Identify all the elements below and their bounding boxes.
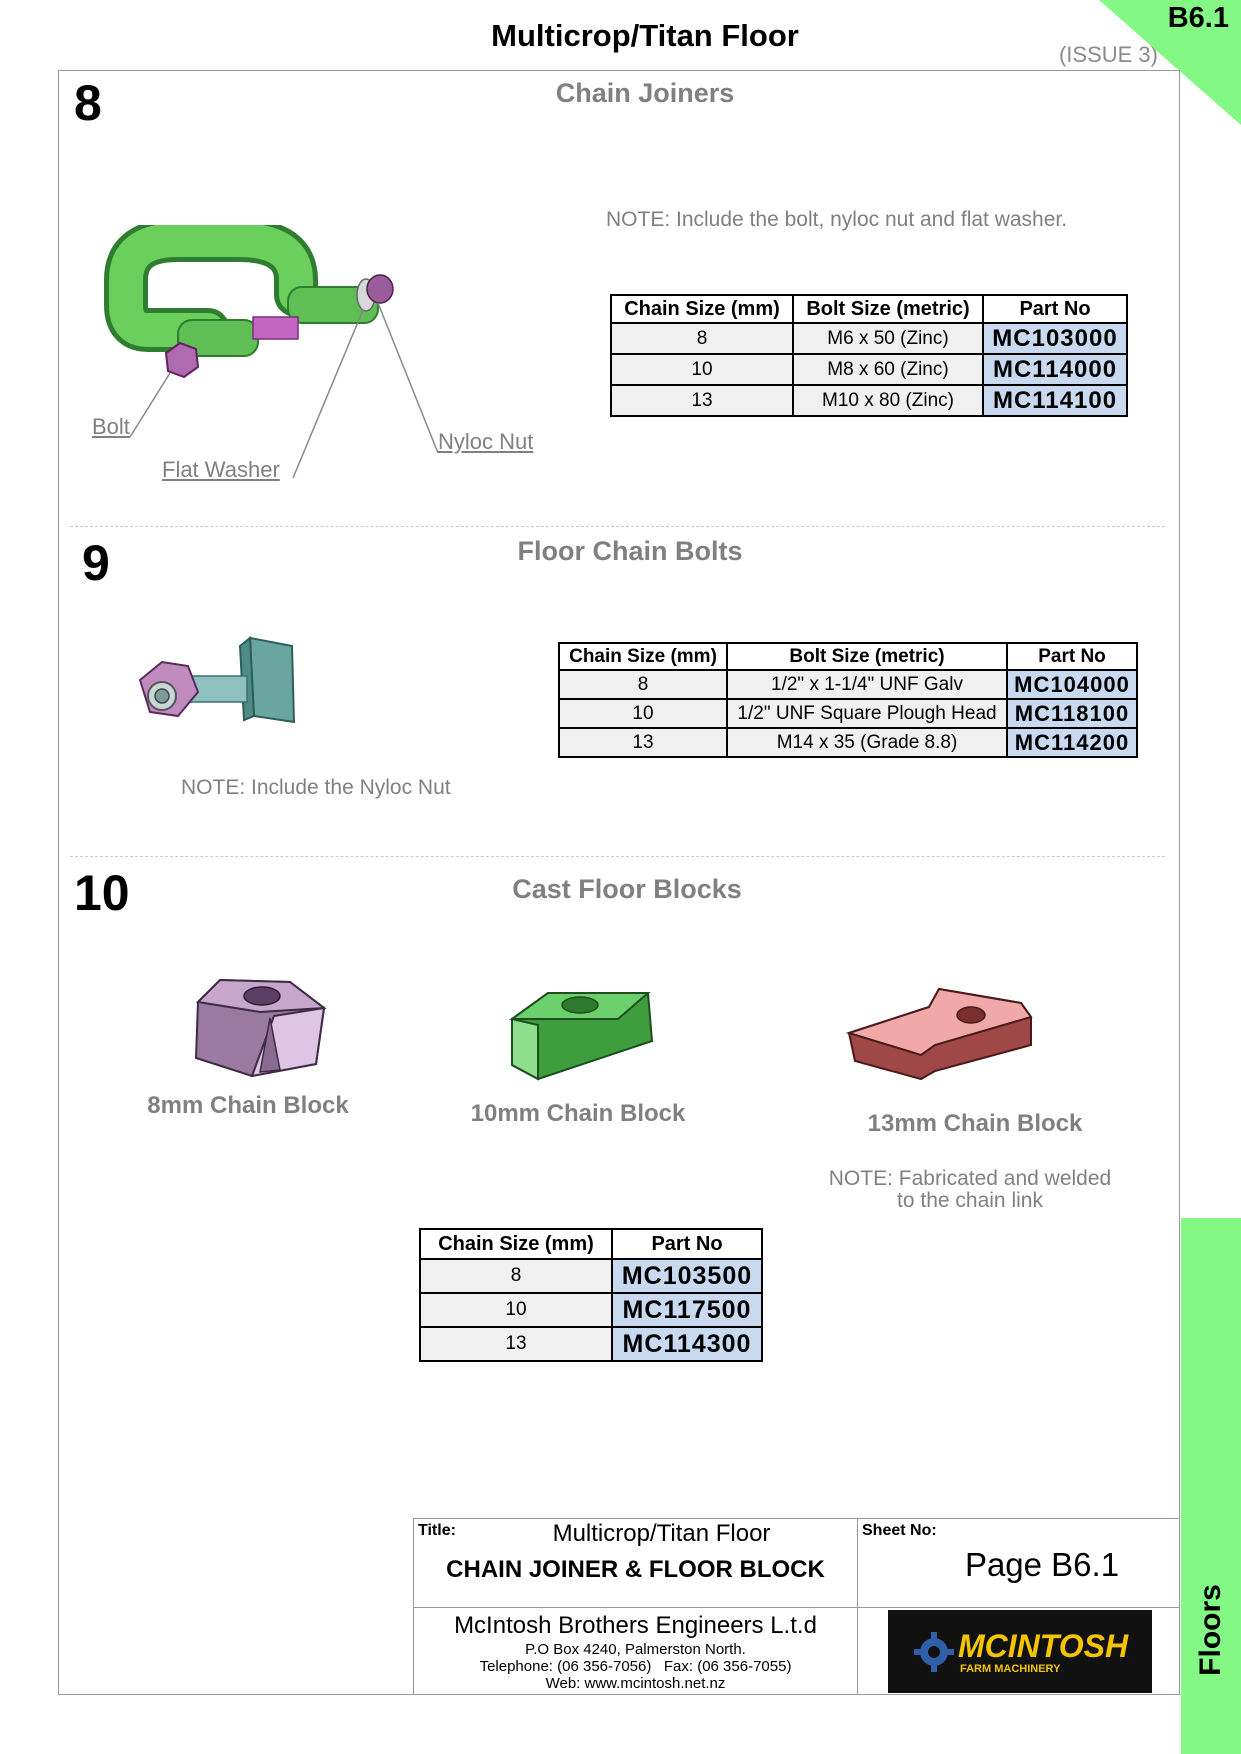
table-cell: 1/2" x 1-1/4" UNF Galv xyxy=(727,670,1007,699)
table-cell: 13 xyxy=(559,728,727,757)
floor-chain-bolt-table xyxy=(558,642,1138,758)
company-phone: Telephone: (06 356-7056) Fax: (06 356-7055) xyxy=(479,1658,792,1675)
section-note: to the chain link xyxy=(897,1189,1043,1212)
section-divider xyxy=(70,856,1165,857)
part-number: MC114000 xyxy=(983,354,1127,385)
8mm-chain-block-illustration xyxy=(190,972,330,1082)
table-header: Part No xyxy=(983,295,1127,323)
logo-text: MCINTOSH xyxy=(958,1628,1129,1664)
page-title: Multicrop/Titan Floor xyxy=(491,18,799,53)
part-number: MC114300 xyxy=(612,1327,762,1361)
table-row xyxy=(559,699,1137,728)
table-cell: M14 x 35 (Grade 8.8) xyxy=(727,728,1007,757)
table-header: Chain Size (mm) xyxy=(611,295,793,323)
block-caption: 13mm Chain Block xyxy=(867,1110,1083,1137)
13mm-chain-block-illustration xyxy=(845,985,1035,1085)
table-row xyxy=(420,1259,762,1293)
chain-joiner-table xyxy=(610,294,1128,417)
table-row xyxy=(611,385,1127,416)
table-cell: M8 x 60 (Zinc) xyxy=(793,354,983,385)
company-name: McIntosh Brothers Engineers L.t.d xyxy=(454,1612,817,1639)
gear-icon xyxy=(912,1630,956,1674)
section-note: NOTE: Fabricated and welded xyxy=(828,1167,1112,1190)
section-note: NOTE: Include the bolt, nyloc nut and flat washer. xyxy=(606,208,1068,231)
table-cell: M6 x 50 (Zinc) xyxy=(793,323,983,354)
table-cell: 8 xyxy=(559,670,727,699)
section-divider xyxy=(70,526,1165,527)
table-row xyxy=(420,1327,762,1361)
flat-washer-label: Flat Washer xyxy=(162,457,280,482)
table-row xyxy=(611,354,1127,385)
part-number: MC118100 xyxy=(1007,699,1137,728)
sheet-value: Page B6.1 xyxy=(964,1546,1120,1583)
table-row xyxy=(611,323,1127,354)
section-title: Floor Chain Bolts xyxy=(517,536,743,566)
title-line2: CHAIN JOINER & FLOOR BLOCK xyxy=(446,1556,825,1583)
floor-chain-bolt-illustration xyxy=(132,632,302,742)
table-cell: 8 xyxy=(611,323,793,354)
table-cell: 8 xyxy=(420,1259,612,1293)
table-cell: 10 xyxy=(420,1293,612,1327)
table-cell: 13 xyxy=(611,385,793,416)
section-number: 8 xyxy=(74,75,102,131)
section-title: Chain Joiners xyxy=(555,78,735,108)
issue-label: (ISSUE 3) xyxy=(1058,42,1158,67)
table-cell: 10 xyxy=(559,699,727,728)
table-header: Chain Size (mm) xyxy=(559,643,727,670)
side-tab-label: Floors xyxy=(1194,1584,1227,1676)
table-cell: 13 xyxy=(420,1327,612,1361)
cast-floor-block-table xyxy=(419,1228,763,1362)
section-number: 10 xyxy=(74,865,130,921)
table-row xyxy=(420,1293,762,1327)
sheet-code: B6.1 xyxy=(1167,2,1229,34)
block-caption: 10mm Chain Block xyxy=(470,1100,686,1127)
table-header: Chain Size (mm) xyxy=(420,1229,612,1259)
block-caption: 8mm Chain Block xyxy=(147,1092,349,1119)
title-line1: Multicrop/Titan Floor xyxy=(552,1520,771,1547)
logo-subtext: FARM MACHINERY xyxy=(960,1663,1061,1675)
part-number: MC103500 xyxy=(612,1259,762,1293)
table-row xyxy=(559,728,1137,757)
table-header: Bolt Size (metric) xyxy=(793,295,983,323)
10mm-chain-block-illustration xyxy=(508,985,658,1085)
table-header: Part No xyxy=(612,1229,762,1259)
bolt-label: Bolt xyxy=(92,414,130,439)
part-number: MC104000 xyxy=(1007,670,1137,699)
section-note: NOTE: Include the Nyloc Nut xyxy=(181,776,451,799)
table-header: Part No xyxy=(1007,643,1137,670)
table-header: Bolt Size (metric) xyxy=(727,643,1007,670)
section-number: 9 xyxy=(82,535,110,591)
table-row xyxy=(559,670,1137,699)
table-cell: M10 x 80 (Zinc) xyxy=(793,385,983,416)
section-title: Cast Floor Blocks xyxy=(512,874,742,904)
title-label: Title: xyxy=(418,1522,456,1539)
company-address: P.O Box 4240, Palmerston North. xyxy=(525,1641,746,1658)
table-cell: 10 xyxy=(611,354,793,385)
table-cell: 1/2" UNF Square Plough Head xyxy=(727,699,1007,728)
part-number: MC103000 xyxy=(983,323,1127,354)
company-web: Web: www.mcintosh.net.nz xyxy=(545,1675,726,1692)
company-logo xyxy=(888,1610,1152,1693)
part-number: MC114200 xyxy=(1007,728,1137,757)
part-number: MC117500 xyxy=(612,1293,762,1327)
sheet-label: Sheet No: xyxy=(862,1522,937,1539)
part-number: MC114100 xyxy=(983,385,1127,416)
nyloc-nut-label: Nyloc Nut xyxy=(438,429,534,454)
